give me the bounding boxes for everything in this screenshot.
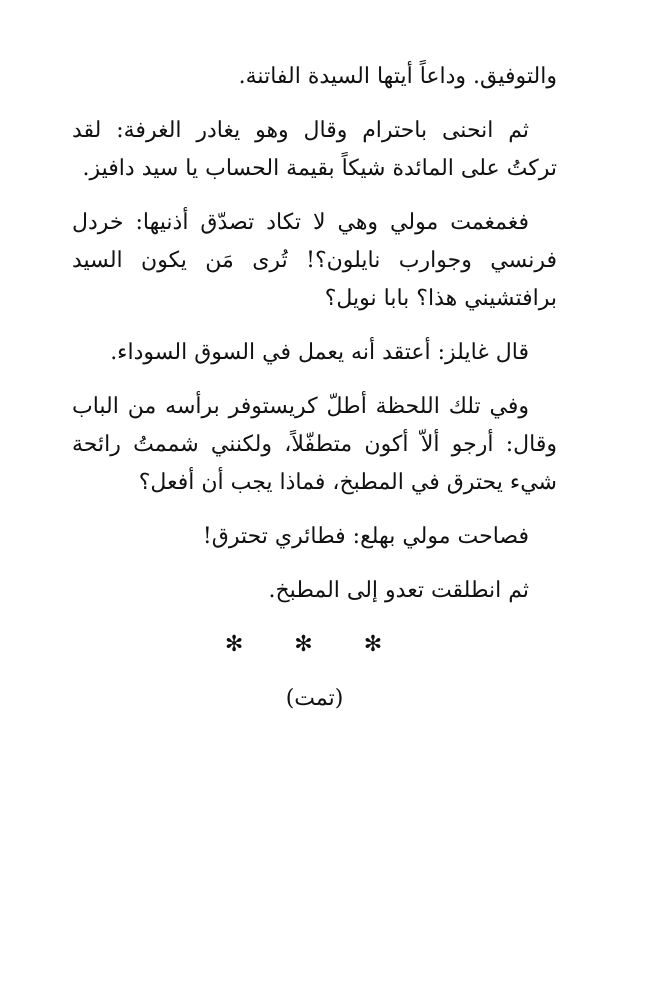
page-body (72, 58, 557, 718)
paragraph-7: ثم انطلقت تعدو إلى المطبخ. (268, 578, 529, 603)
end-mark: (تمت) (285, 686, 344, 711)
paragraph-3: فغمغمت مولي وهي لا تكاد تصدّق أذنيها: خردل فرنسي وجوارب نايلون؟! تُرى مَن يكون السيد برافتشيني هذا؟ بابا نويل؟ (72, 210, 557, 311)
paragraph-4: قال غايلز: أعتقد أنه يعمل في السوق السوداء. (110, 340, 529, 365)
paragraph-1: والتوفيق. وداعاً أيتها السيدة الفاتنة. (238, 64, 557, 89)
paragraph-2: ثم انحنى باحترام وقال وهو يغادر الغرفة: لقد تركتُ على المائدة شيكاً بقيمة الحساب يا سيد دافيز. (72, 118, 557, 181)
paragraph-6: فصاحت مولي بهلع: فطائري تحترق! (202, 524, 529, 549)
section-divider-stars: ✻ ✻ ✻ (224, 632, 405, 657)
paragraph-5: وفي تلك اللحظة أطلّ كريستوفر برأسه من الباب وقال: أرجو ألاّ أكون متطفّلاً، ولكنني شممتُ رائحة شيء يحترق في المطبخ، فماذا يجب أن أفعل؟ (72, 394, 557, 495)
